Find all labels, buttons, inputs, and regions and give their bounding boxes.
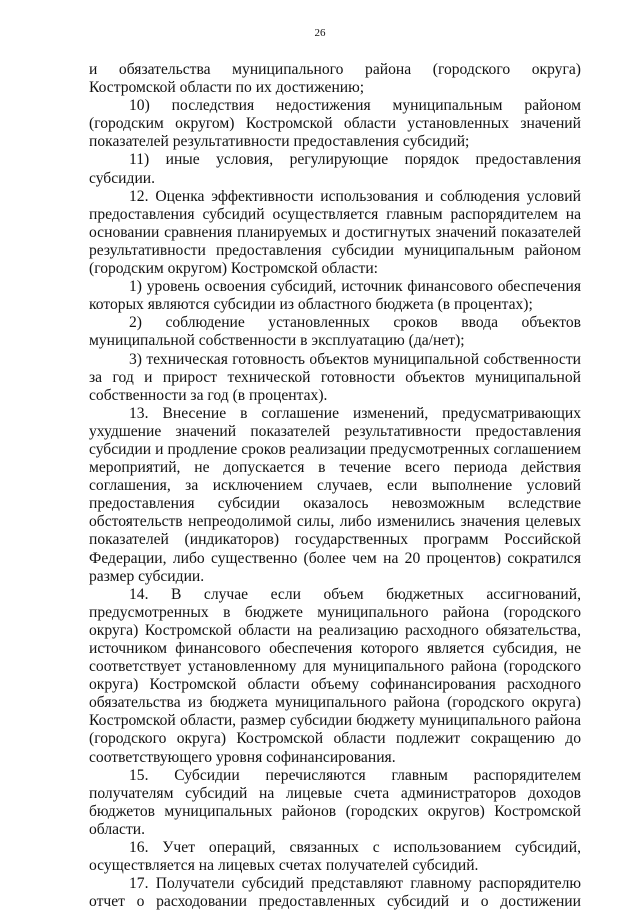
- paragraph-section-15: 15. Субсидии перечисляются главным распорядителем получателям субсидий на лицевые счета администраторов доходов бюджетов муниципальных районов (городских округов) Костромской области.: [89, 766, 581, 838]
- paragraph-section-13: 13. Внесение в соглашение изменений, предусматривающих ухудшение значений показателей результативности предоставления субсидии и продление сроков реализации предусмотренных соглашением мероприятий, не допускается в течение всего периода действия соглашения, за исключением случаев, если выполнение условий предоставления субсидии оказалось невозможным вследствие обстоятельств непреодолимой силы, либо изменились значения целевых показателей (индикаторов) государственных программ Российской Федерации, либо существенно (более чем на 20 процентов) сократился размер субсидии.: [89, 404, 581, 585]
- paragraph-continuation: и обязательства муниципального района (городского округа) Костромской области по их достижению;: [89, 61, 581, 97]
- page-number: 26: [314, 27, 326, 39]
- document-body: [89, 61, 581, 911]
- paragraph-section-14: 14. В случае если объем бюджетных ассигнований, предусмотренных в бюджете муниципального района (городского округа) Костромской области на реализацию расходного обязательства, источником финансового обеспечения которого является субсидия, не соответствует установленному для муниципального района (городского округа) Костромской области объему софинансирования расходного обязательства из бюджета муниципального района (городского округа) Костромской области, размер субсидии бюджету муниципального района (городского округа) Костромской области подлежит сокращению до соответствующего уровня софинансирования.: [89, 585, 581, 766]
- paragraph-subitem-1: 1) уровень освоения субсидий, источник финансового обеспечения которых являются субсидии из областного бюджета (в процентах);: [89, 278, 581, 314]
- paragraph-subitem-3: 3) техническая готовность объектов муниципальной собственности за год и прирост технической готовности объектов муниципальной собственности за год (в процентах).: [89, 350, 581, 404]
- paragraph-subitem-2: 2) соблюдение установленных сроков ввода объектов муниципальной собственности в эксплуатацию (да/нет);: [89, 314, 581, 350]
- paragraph-section-17: 17. Получатели субсидий представляют главному распорядителю отчет о расходовании предоставленных субсидий и о достижении: [89, 875, 581, 911]
- paragraph-item-11: 11) иные условия, регулирующие порядок предоставления субсидии.: [89, 151, 581, 187]
- paragraph-item-10: 10) последствия недостижения муниципальным районом (городским округом) Костромской области установленных значений показателей результативности предоставления субсидий;: [89, 97, 581, 151]
- paragraph-section-16: 16. Учет операций, связанных с использованием субсидий, осуществляется на лицевых счетах получателей субсидий.: [89, 839, 581, 875]
- paragraph-section-12: 12. Оценка эффективности использования и соблюдения условий предоставления субсидий осуществляется главным распорядителем на основании сравнения планируемых и достигнутых значений показателей результативности предоставления субсидии муниципальным районом (городским округом) Костромской области:: [89, 187, 581, 278]
